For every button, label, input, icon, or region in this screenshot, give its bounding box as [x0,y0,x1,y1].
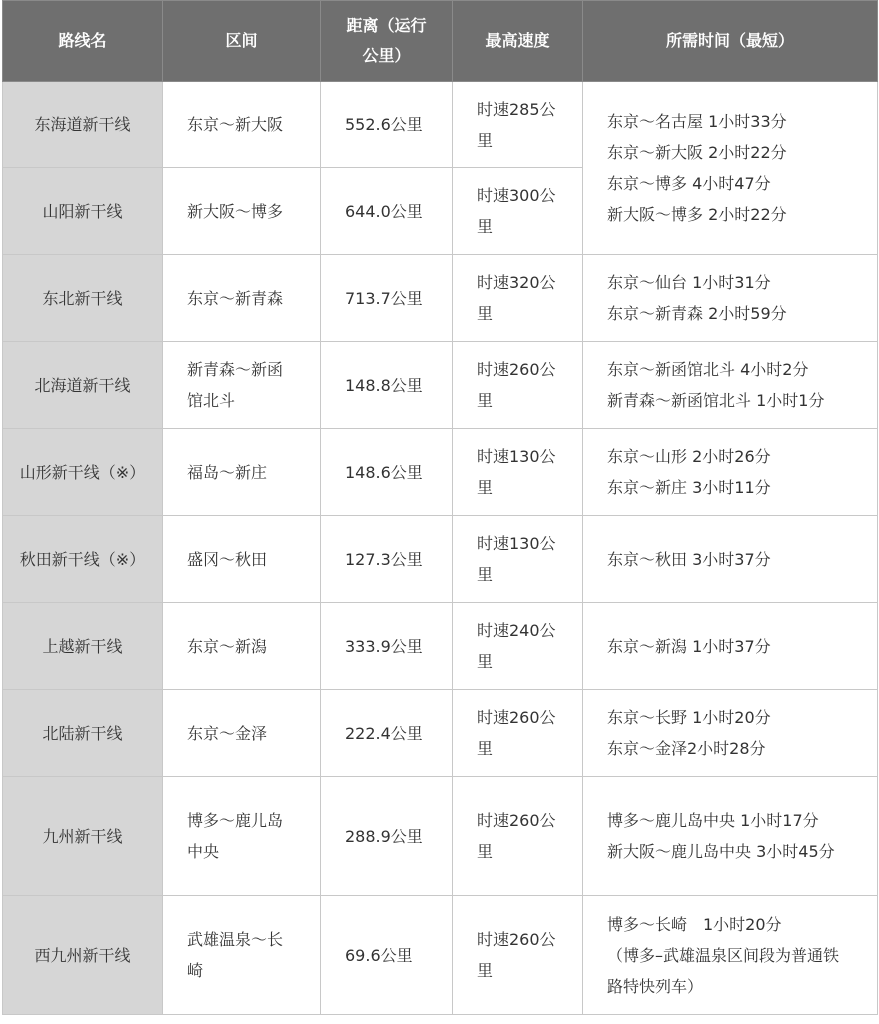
time-line: 东京～新函馆北斗 4小时2分 [607,360,809,379]
route-name: 秋田新干线（※） [3,516,163,603]
route-distance: 69.6公里 [321,896,453,1015]
time-line: 博多～长崎 1小时20分 [607,914,782,934]
route-speed: 时速130公里 [453,429,583,516]
route-section: 武雄温泉～长崎 [163,896,321,1015]
route-name: 上越新干线 [3,603,163,690]
time-line: 东京～博多 4小时47分 [607,174,771,193]
header-row [3,1,878,82]
route-name: 山阳新干线 [3,168,163,255]
time-line: 博多～鹿儿岛中央 1小时17分 [607,811,819,830]
header-section: 区间 [163,1,321,82]
route-section: 东京～新潟 [163,603,321,690]
route-name: 北陆新干线 [3,690,163,777]
table-row [3,603,878,690]
shinkansen-table [2,0,878,1015]
time-line: 新大阪～博多 2小时22分 [607,205,787,224]
route-speed: 时速260公里 [453,690,583,777]
route-name: 东海道新干线 [3,82,163,168]
header-distance: 距离（运行公里） [321,1,453,82]
route-section: 新大阪～博多 [163,168,321,255]
time-line: 东京～长野 1小时20分 [607,708,771,727]
route-speed: 时速285公里 [453,82,583,168]
time-line: 东京～秋田 3小时37分 [607,549,771,569]
route-speed: 时速130公里 [453,516,583,603]
route-name: 九州新干线 [3,777,163,896]
route-section: 东京～新青森 [163,255,321,342]
route-section: 盛冈～秋田 [163,516,321,603]
time-line: 新大阪～鹿儿岛中央 3小时45分 [607,842,835,861]
route-time [583,690,878,777]
route-time [583,255,878,342]
route-speed: 时速260公里 [453,896,583,1015]
route-speed: 时速300公里 [453,168,583,255]
route-time [583,896,878,1015]
time-line: 东京～山形 2小时26分 [607,447,771,466]
route-time [583,342,878,429]
header-route: 路线名 [3,1,163,82]
route-time [583,429,878,516]
table-row [3,342,878,429]
route-name: 北海道新干线 [3,342,163,429]
route-section: 新青森～新函馆北斗 [163,342,321,429]
header-speed: 最高速度 [453,1,583,82]
route-time [583,777,878,896]
route-speed: 时速260公里 [453,777,583,896]
route-speed: 时速260公里 [453,342,583,429]
route-section: 福岛～新庄 [163,429,321,516]
table-row [3,429,878,516]
route-time-merged [583,82,878,255]
table-row [3,255,878,342]
route-distance: 288.9公里 [321,777,453,896]
route-distance: 148.6公里 [321,429,453,516]
route-distance: 644.0公里 [321,168,453,255]
route-distance: 713.7公里 [321,255,453,342]
time-line: 新青森～新函馆北斗 1小时1分 [607,391,825,410]
table-row [3,777,878,896]
table-row [3,516,878,603]
time-line: 东京～新潟 1小时37分 [607,636,771,656]
route-speed: 时速240公里 [453,603,583,690]
route-time [583,603,878,690]
table-row [3,82,878,168]
time-line: 东京～新大阪 2小时22分 [607,143,787,162]
route-name: 西九州新干线 [3,896,163,1015]
route-distance: 552.6公里 [321,82,453,168]
route-distance: 148.8公里 [321,342,453,429]
route-distance: 333.9公里 [321,603,453,690]
route-section: 东京～新大阪 [163,82,321,168]
route-distance: 127.3公里 [321,516,453,603]
table-row [3,690,878,777]
route-section: 博多～鹿儿岛中央 [163,777,321,896]
header-time: 所需时间（最短） [583,1,878,82]
time-line: 东京～新青森 2小时59分 [607,304,787,323]
time-line: 东京～金泽2小时28分 [607,739,766,758]
time-line: 东京～新庄 3小时11分 [607,478,771,497]
time-note: （博多–武雄温泉区间段为普通铁路特快列车） [607,945,840,996]
route-speed: 时速320公里 [453,255,583,342]
table-row [3,896,878,1015]
route-section: 东京～金泽 [163,690,321,777]
time-line: 东京～名古屋 1小时33分 [607,112,787,131]
route-name: 东北新干线 [3,255,163,342]
route-time [583,516,878,603]
route-name: 山形新干线（※） [3,429,163,516]
route-distance: 222.4公里 [321,690,453,777]
time-line: 东京～仙台 1小时31分 [607,273,771,292]
